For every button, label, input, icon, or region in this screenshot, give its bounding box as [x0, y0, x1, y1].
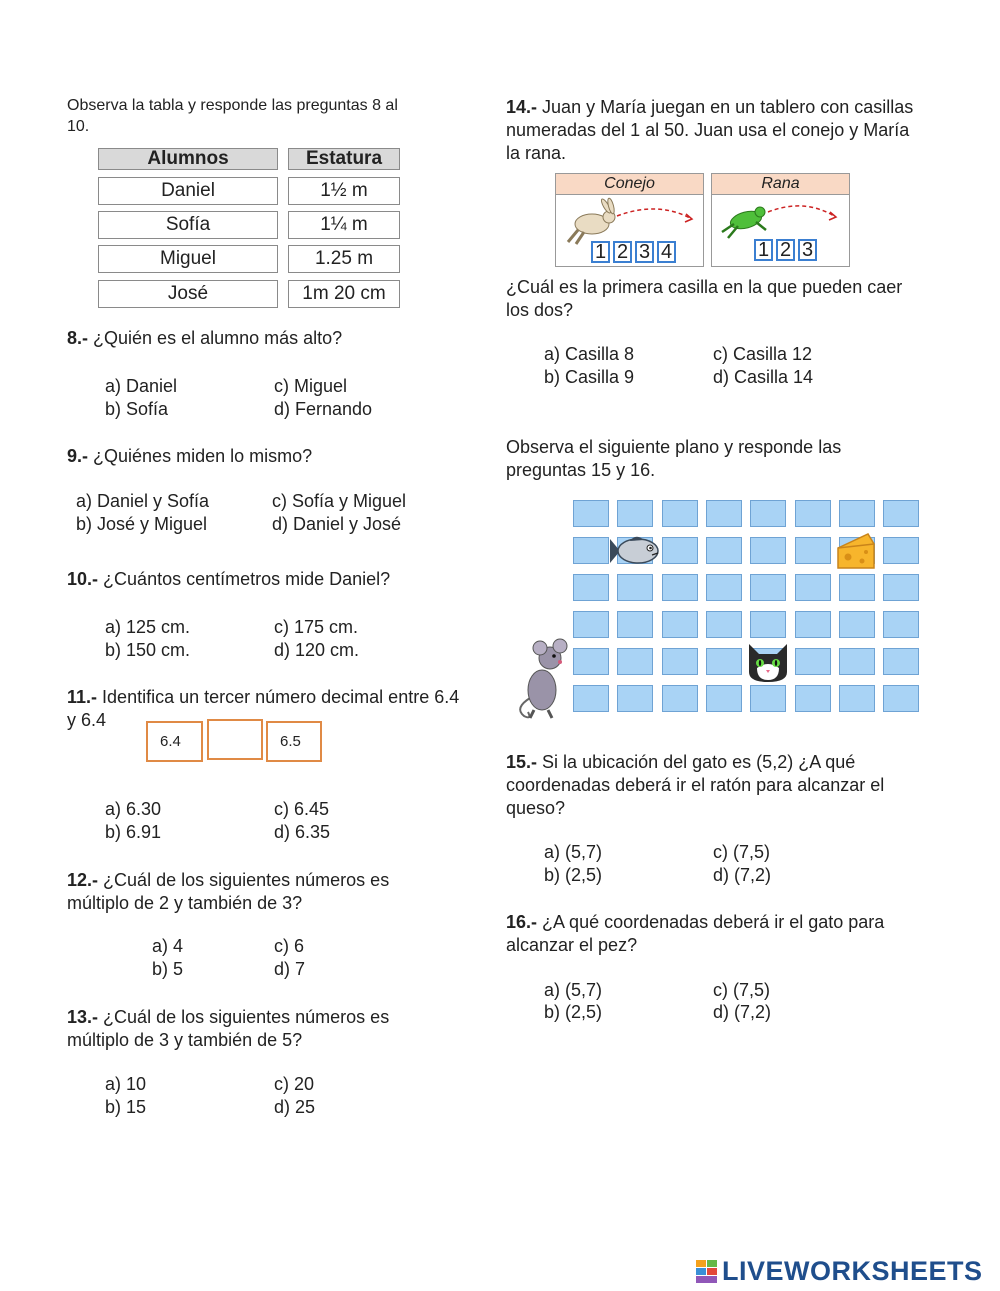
option-d[interactable]: d) 6.35: [274, 822, 331, 842]
grid-cell: [706, 685, 742, 712]
table-cell-name: José: [98, 280, 278, 308]
option-a[interactable]: a) Daniel y Sofía: [76, 491, 210, 511]
rabbit-square: 4: [657, 241, 676, 263]
cat-icon: [745, 638, 791, 684]
frog-icon: [716, 196, 848, 244]
map-intro: Observa el siguiente plano y responde las preguntas 15 y 16.: [506, 437, 842, 480]
question-text: Identifica un tercer número decimal entre 6.4 y 6.4: [67, 687, 460, 730]
table-intro: Observa la tabla y responde las preguntas 8 al 10.: [67, 97, 398, 135]
table-cell-height: 1.25 m: [288, 245, 400, 273]
question-14: [506, 96, 926, 165]
question-8: [67, 327, 342, 350]
table-cell-name: Sofía: [98, 211, 278, 239]
decimal-box-left: 6.4: [146, 721, 203, 762]
logo-mark-icon: [696, 1260, 718, 1284]
option-a[interactable]: a) Casilla 8: [544, 344, 635, 364]
grid-cell: [706, 611, 742, 638]
grid-cell: [795, 611, 831, 638]
grid-cell: [883, 648, 919, 675]
table-header-height: Estatura: [288, 148, 400, 170]
frog-panel-title: Rana: [712, 174, 849, 195]
question-14-prompt: ¿Cuál es la primera casilla en la que pueden caer los dos?: [506, 277, 903, 320]
question-9: [67, 445, 312, 468]
grid-cell: [883, 611, 919, 638]
grid-cell: [795, 574, 831, 601]
option-c[interactable]: c) Casilla 12: [713, 344, 813, 364]
option-b[interactable]: b) Casilla 9: [544, 367, 635, 387]
option-a[interactable]: a) (5,7): [544, 980, 603, 1000]
option-b[interactable]: b) (2,5): [544, 865, 603, 885]
table-cell-height: 1m 20 cm: [288, 280, 400, 308]
grid-cell: [839, 500, 875, 527]
question-number: 9.-: [67, 446, 89, 466]
grid-cell: [750, 500, 786, 527]
option-c[interactable]: c) 6.45: [274, 799, 330, 819]
option-c[interactable]: c) 6: [274, 936, 305, 956]
grid-cell: [706, 648, 742, 675]
grid-cell: [795, 500, 831, 527]
table-cell-name: Daniel: [98, 177, 278, 205]
grid-cell: [883, 574, 919, 601]
question-text: ¿A qué coordenadas deberá ir el gato para alcanzar el pez?: [506, 912, 885, 955]
grid-cell: [839, 574, 875, 601]
grid-cell: [839, 611, 875, 638]
grid-cell: [573, 574, 609, 601]
grid-cell: [795, 648, 831, 675]
grid-cell: [573, 648, 609, 675]
question-text: ¿Cuál de los siguientes números es múltiplo de 2 y también de 3?: [67, 870, 390, 913]
option-d[interactable]: d) 120 cm.: [274, 640, 360, 660]
rabbit-square: 1: [591, 241, 610, 263]
question-number: 14.-: [506, 97, 538, 117]
question-number: 12.-: [67, 870, 99, 890]
option-b[interactable]: b) 15: [105, 1097, 147, 1117]
question-text: ¿Quiénes miden lo mismo?: [93, 446, 313, 466]
question-number: 16.-: [506, 912, 538, 932]
grid-cell: [662, 648, 698, 675]
grid-cell: [795, 537, 831, 564]
decimal-box-right: 6.5: [266, 721, 322, 762]
option-d[interactable]: d) Fernando: [274, 399, 373, 419]
rabbit-panel: [555, 173, 704, 267]
grid-cell: [617, 611, 653, 638]
liveworksheets-logo: [696, 1256, 996, 1288]
option-b[interactable]: b) (2,5): [544, 1002, 603, 1022]
grid-cell: [795, 685, 831, 712]
option-d[interactable]: d) Casilla 14: [713, 367, 814, 387]
option-b[interactable]: b) 5: [152, 959, 184, 979]
grid-cell: [750, 574, 786, 601]
rabbit-square: 3: [635, 241, 654, 263]
frog-square: 2: [776, 239, 795, 261]
grid-cell: [706, 574, 742, 601]
cheese-icon: [834, 530, 878, 572]
question-text: ¿Cuántos centímetros mide Daniel?: [103, 569, 391, 589]
option-a[interactable]: a) 10: [105, 1074, 147, 1094]
grid-cell: [617, 685, 653, 712]
grid-cell: [662, 574, 698, 601]
option-c[interactable]: c) 175 cm.: [274, 617, 359, 637]
grid-cell: [750, 611, 786, 638]
grid-cell: [573, 611, 609, 638]
question-12: [67, 869, 447, 915]
question-13: [67, 1006, 447, 1052]
rabbit-square: 2: [613, 241, 632, 263]
question-number: 10.-: [67, 569, 99, 589]
question-10: [67, 568, 390, 591]
option-b[interactable]: b) Sofía: [105, 399, 169, 419]
grid-cell: [573, 500, 609, 527]
question-number: 11.-: [67, 687, 98, 707]
question-number: 8.-: [67, 328, 89, 348]
frog-square: 3: [798, 239, 817, 261]
question-text: Juan y María juegan en un tablero con casillas numeradas del 1 al 50. Juan usa el conejo y María la rana.: [506, 97, 914, 163]
option-c[interactable]: c) Sofía y Miguel: [272, 491, 407, 511]
grid-cell: [839, 685, 875, 712]
table-header-students: Alumnos: [98, 148, 278, 170]
question-text: Si la ubicación del gato es (5,2) ¿A qué coordenadas deberá ir el ratón para alcanzar el queso?: [506, 752, 885, 818]
table-cell-name: Miguel: [98, 245, 278, 273]
grid-cell: [706, 537, 742, 564]
grid-cell: [617, 500, 653, 527]
option-a[interactable]: a) 125 cm.: [105, 617, 191, 637]
frog-panel: [711, 173, 850, 267]
question-number: 13.-: [67, 1007, 99, 1027]
question-number: 15.-: [506, 752, 538, 772]
option-c[interactable]: c) Miguel: [274, 376, 348, 396]
option-c[interactable]: c) 20: [274, 1074, 315, 1094]
question-15: [506, 751, 926, 820]
frog-square: 1: [754, 239, 773, 261]
grid-cell: [839, 648, 875, 675]
table-cell-height: 1½ m: [288, 177, 400, 205]
option-d[interactable]: d) Daniel y José: [272, 514, 402, 534]
option-d[interactable]: d) (7,2): [713, 1002, 772, 1022]
option-b[interactable]: b) 6.91: [105, 822, 162, 842]
grid-cell: [883, 537, 919, 564]
question-text: ¿Quién es el alumno más alto?: [93, 328, 343, 348]
grid-cell: [617, 648, 653, 675]
grid-cell: [883, 500, 919, 527]
grid-cell: [706, 500, 742, 527]
option-a[interactable]: a) (5,7): [544, 842, 603, 862]
option-c[interactable]: c) (7,5): [713, 980, 771, 1000]
option-a[interactable]: a) 6.30: [105, 799, 162, 819]
option-d[interactable]: d) (7,2): [713, 865, 772, 885]
rabbit-panel-title: Conejo: [556, 174, 703, 195]
grid-cell: [662, 685, 698, 712]
rabbit-icon: [562, 196, 702, 246]
option-b[interactable]: b) 150 cm.: [105, 640, 191, 660]
grid-cell: [573, 537, 609, 564]
option-c[interactable]: c) (7,5): [713, 842, 771, 862]
grid-cell: [573, 685, 609, 712]
option-a[interactable]: a) Daniel: [105, 376, 178, 396]
option-b[interactable]: b) José y Miguel: [76, 514, 208, 534]
option-d[interactable]: d) 7: [274, 959, 306, 979]
grid-cell: [662, 500, 698, 527]
grid-cell: [883, 685, 919, 712]
option-a[interactable]: a) 4: [152, 936, 184, 956]
grid-cell: [662, 611, 698, 638]
option-d[interactable]: d) 25: [274, 1097, 316, 1117]
table-cell-height: 1¼ m: [288, 211, 400, 239]
grid-cell: [662, 537, 698, 564]
mouse-icon: [510, 628, 572, 720]
grid-cell: [750, 685, 786, 712]
logo-text: LIVEWORKSHEETS: [722, 1256, 983, 1286]
grid-cell: [750, 537, 786, 564]
fish-icon: [606, 529, 662, 573]
question-text: ¿Cuál de los siguientes números es múltiplo de 3 y también de 5?: [67, 1007, 390, 1050]
decimal-answer-input[interactable]: [207, 719, 263, 760]
question-16: [506, 911, 926, 957]
grid-cell: [617, 574, 653, 601]
